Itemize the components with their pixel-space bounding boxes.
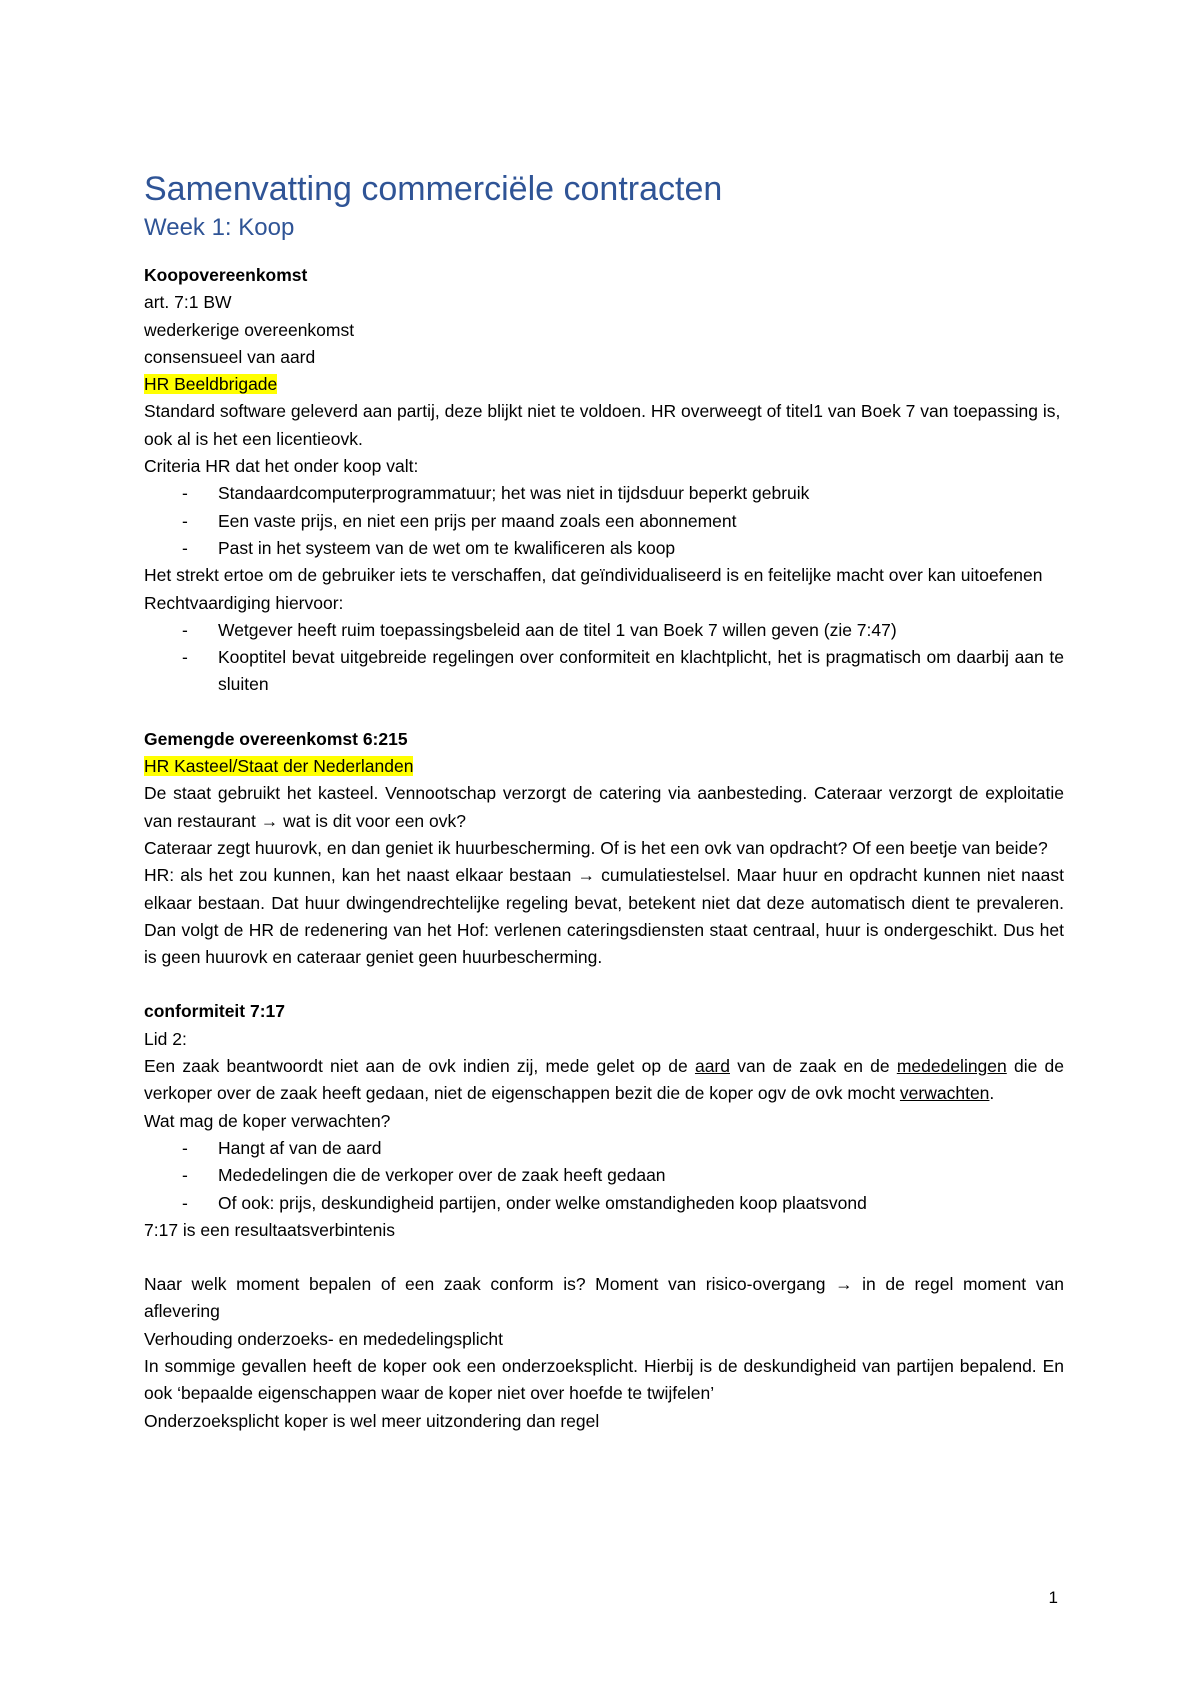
list-item: - Standaardcomputerprogrammatuur; het was niet in tijdsduur beperkt gebruik [144, 480, 1064, 507]
list-item: - Of ook: prijs, deskundigheid partijen, onder welke omstandigheden koop plaatsvond [144, 1190, 1064, 1217]
paragraph: Standard software geleverd aan partij, deze blijkt niet te voldoen. HR overweegt of titel1 van Boek 7 van toepassing is, ook al is het een licentieovk. [144, 401, 1061, 449]
document-title: Samenvatting commerciële contracten [144, 170, 723, 208]
text-line: 7:17 is een resultaatsverbintenis [144, 1219, 395, 1240]
dash-bullet: - [182, 1137, 188, 1158]
text-line: Onderzoeksplicht koper is wel meer uitzondering dan regel [144, 1410, 600, 1431]
underlined-term: verwachten [899, 1083, 990, 1104]
underlined-term: mededelingen [896, 1056, 1007, 1077]
text-line: consensueel van aard [144, 346, 316, 367]
section-heading-koopovereenkomst: Koopovereenkomst [144, 265, 308, 285]
paragraph: HR: als het zou kunnen, kan het naast elkaar bestaan → cumulatiestelsel. Maar huur en opdracht kunnen niet naast elkaar bestaan. Dat huur dwingendrechtelijke regeling bevat, betekent niet dat deze automatisch dient te prevaleren. Dan volgt de HR de redenering van het Hof: verlenen cateringsdiensten staat centraal, huur is ondergeschikt. Dus het is geen huurovk en cateraar geniet geen huurbescherming. [144, 865, 1064, 968]
text-line: Criteria HR dat het onder koop valt: [144, 456, 419, 477]
case-label [144, 371, 1064, 398]
list-item: - Hangt af van de aard [144, 1135, 1064, 1162]
text-line: Lid 2: [144, 1028, 187, 1049]
arrow-icon: → [577, 865, 596, 886]
arrow-icon: → [835, 1274, 853, 1295]
spacer [144, 1244, 1064, 1271]
section-heading-conformiteit: conformiteit 7:17 [144, 1001, 285, 1022]
paragraph: In sommige gevallen heeft de koper ook een onderzoeksplicht. Hierbij is de deskundigheid van partijen bepalend. En ook ‘bepaalde eigenschappen waar de koper niet over hoefde te twijfelen’ [144, 1355, 1064, 1404]
dash-bullet: - [182, 1165, 188, 1186]
dash-bullet: - [182, 483, 188, 504]
paragraph: Cateraar zegt huurovk, en dan geniet ik huurbescherming. Of is het een ovk van opdracht? Of een beetje van beide? [144, 837, 1048, 858]
text-line: art. 7:1 BW [144, 292, 232, 313]
spacer [144, 971, 1064, 998]
section-heading-gemengde-overeenkomst: Gemengde overeenkomst 6:215 [144, 728, 408, 749]
highlighted-case: HR Beeldbrigade [144, 374, 278, 395]
dash-bullet: - [182, 1192, 188, 1213]
list-item: - Wetgever heeft ruim toepassingsbeleid aan de titel 1 van Boek 7 willen geven (zie 7:47) [144, 617, 1064, 644]
dash-bullet: - [182, 537, 188, 558]
dash-bullet: - [182, 647, 188, 668]
document-content [144, 150, 1064, 1435]
dash-bullet: - [182, 510, 188, 531]
bullet-list [144, 617, 1064, 699]
paragraph: Naar welk moment bepalen of een zaak conform is? Moment van risico-overgang → in de regel moment van aflevering [144, 1274, 1064, 1322]
bullet-list [144, 480, 1064, 562]
paragraph: Een zaak beantwoordt niet aan de ovk indien zij, mede gelet op de aard van de zaak en de mededelingen die de verkoper over de zaak heeft gedaan, niet de eigenschappen bezit die de koper ogv de ovk mocht verwachten. [144, 1056, 1064, 1104]
spacer [144, 699, 1064, 726]
case-label [144, 753, 1064, 780]
text-line: Wat mag de koper verwachten? [144, 1110, 391, 1131]
text-line: Verhouding onderzoeks- en mededelingsplicht [144, 1328, 503, 1349]
list-item: - Mededelingen die de verkoper over de zaak heeft gedaan [144, 1162, 1064, 1189]
text-line: Rechtvaardiging hiervoor: [144, 592, 344, 613]
document-subtitle: Week 1: Koop [144, 214, 295, 241]
underlined-term: aard [694, 1056, 730, 1077]
list-item: - Een vaste prijs, en niet een prijs per maand zoals een abonnement [144, 508, 1064, 535]
list-item: - Kooptitel bevat uitgebreide regelingen over conformiteit en klachtplicht, het is pragmatisch om daarbij aan te sluiten [144, 644, 1064, 699]
dash-bullet: - [182, 619, 188, 640]
arrow-icon: → [260, 810, 279, 831]
page-number: 1 [1048, 1588, 1058, 1607]
highlighted-case: HR Kasteel/Staat der Nederlanden [144, 756, 414, 777]
text-line: wederkerige overeenkomst [144, 319, 355, 340]
paragraph: Het strekt ertoe om de gebruiker iets te verschaffen, dat geïndividualiseerd is en feitelijke macht over kan uitoefenen [144, 565, 1043, 586]
paragraph: De staat gebruikt het kasteel. Vennootschap verzorgt de catering via aanbesteding. Cateraar verzorgt de exploitatie van restaurant → wat is dit voor een ovk? [144, 783, 1064, 831]
bullet-list [144, 1135, 1064, 1217]
list-item: - Past in het systeem van de wet om te kwalificeren als koop [144, 535, 1064, 562]
